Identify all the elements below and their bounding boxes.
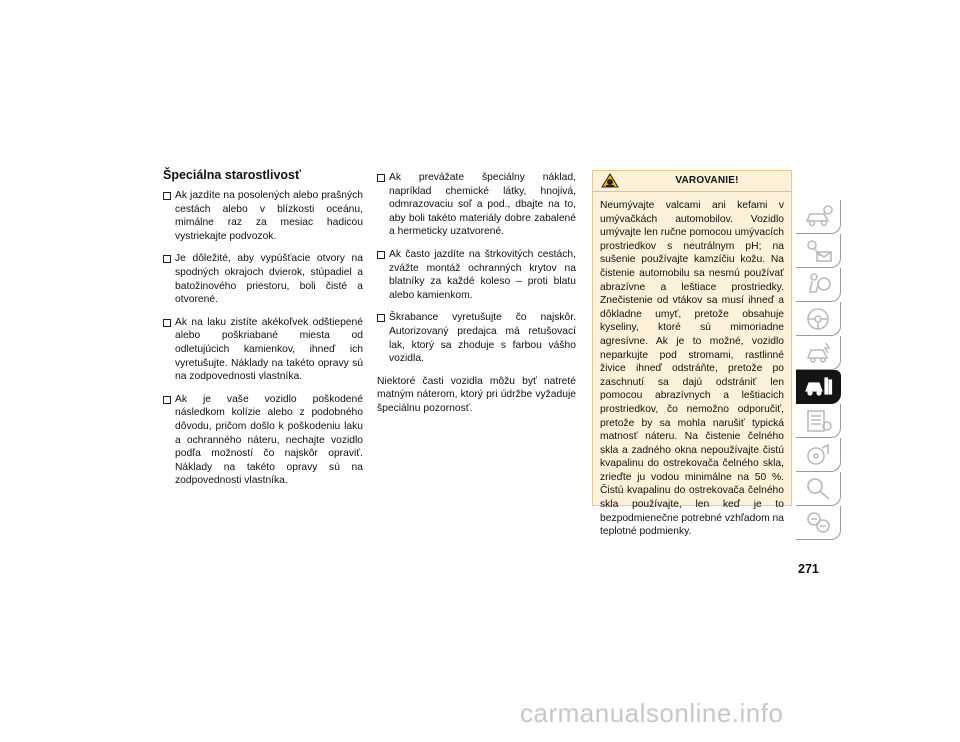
bullet-square-icon bbox=[163, 396, 171, 404]
bullet-item bbox=[163, 393, 363, 488]
bullet-text: Ak na laku zistíte akékoľvek odštiepené alebo poškriabané miesta od odletujúcich kamienkov, ihneď ich vyretušujte. Náklady na takéto opravy sú na zodpovednosti vlastníka. bbox=[175, 316, 363, 383]
tab-index[interactable] bbox=[796, 472, 841, 506]
language-icon bbox=[804, 510, 834, 536]
bullet-text: Ak je vaše vozidlo poškodené následkom kolízie alebo z podobného dôvodu, pričom došlo k poškodeniu laku a ochranného náteru, nechajte vozidlo podľa možností čo najskôr opraviť. Náklady na takéto opravy sú na zodpovednosti vlastníka. bbox=[175, 393, 363, 487]
tab-emergency[interactable] bbox=[796, 336, 841, 370]
tab-car-info[interactable] bbox=[796, 200, 841, 234]
warning-box bbox=[592, 170, 792, 538]
bullet-item bbox=[377, 311, 576, 365]
left-column bbox=[163, 189, 363, 497]
bullet-text: Je dôležité, aby vypúšťacie otvory na spodných okrajoch dvierok, stúpadiel a batožinového priestoru, boli čisté a otvorené. bbox=[175, 253, 363, 306]
bullet-text: Škrabance vyretušujte čo najskôr. Autorizovaný predajca má retušovací lak, ktorý sa zhoduje s farbou vášho vozidla. bbox=[389, 312, 576, 365]
bullet-item bbox=[163, 189, 363, 243]
page-number: 271 bbox=[798, 562, 819, 576]
tab-multimedia[interactable] bbox=[796, 438, 841, 472]
bullet-item bbox=[377, 248, 576, 302]
bullet-item bbox=[163, 316, 363, 384]
tab-steering[interactable] bbox=[796, 302, 841, 336]
warning-label: VAROVANIE! bbox=[675, 175, 739, 186]
tab-languages[interactable] bbox=[796, 506, 841, 540]
warning-text: Neumývajte valcami ani kefami v umývačkách automobilov. Vozidlo umývajte len ručne pomocou umývacích prostriedkov s neutrálnym pH; na sušenie používajte kamzíčiu kožu. Na čistenie automobilu sa nesmú používať abrazívne a leštiace prostriedky. Znečistenie od vtákov sa musí ihneď a dôkladne umyť, pretože obsahuje kyseliny, ktoré sú mimoriadne agresívne. Ak je to možné, vozidlo neparkujte pod stromami, rastlinné živice ihneď odstráňte, pretože po zaschnutí sa dajú odstrániť len pomocou abrazívnych a leštiacich prostriedkov, čo nemožno odporučiť, pretože by sa mohla narušiť typická matnosť náteru. Na čistenie čelného skla a zadného okna nepoužívajte čistú kvapalinu do ostrekovača čelného skla, zrieďte ju vodou minimálne na 50 %. Čistú kvapalinu do ostrekovača čelného skla používajte, len keď je to bezpodmienečne potrebné vzhľadom na teplotné podmienky. bbox=[600, 200, 784, 538]
bullet-item bbox=[163, 252, 363, 306]
car-crash-icon bbox=[804, 340, 834, 366]
watermark: carmanualsonline.info bbox=[520, 698, 784, 728]
section-title: Špeciálna starostlivosť bbox=[163, 168, 301, 182]
key-envelope-icon bbox=[804, 238, 834, 264]
bullet-item bbox=[377, 171, 576, 239]
steering-wheel-icon bbox=[804, 306, 834, 332]
car-info-icon bbox=[804, 204, 834, 230]
tab-servicing[interactable] bbox=[796, 370, 841, 404]
bullet-square-icon bbox=[163, 192, 171, 200]
bullet-square-icon bbox=[377, 174, 385, 182]
airbag-icon bbox=[804, 272, 834, 298]
bullet-text: Ak jazdíte na posolených alebo prašných cestách alebo v blízkosti oceánu, mimálne raz za mesiac hadicou vystriekajte podvozok. bbox=[175, 190, 363, 242]
middle-column bbox=[377, 171, 576, 416]
warning-triangle-icon bbox=[601, 173, 619, 188]
bullet-square-icon bbox=[163, 255, 171, 263]
multimedia-icon bbox=[804, 442, 834, 468]
warning-header bbox=[593, 171, 791, 192]
bullet-text: Ak prevážate špeciálny náklad, napríklad chemické látky, hnojivá, odmrazovaciu soľ a pod., dbajte na to, aby boli takéto materiály dobre zabalené a hermeticky uzatvorené. bbox=[389, 172, 576, 238]
magnifier-icon bbox=[804, 476, 834, 502]
car-tools-icon bbox=[804, 374, 834, 400]
matte-paint-note: Niektoré časti vozidla môžu byť natreté matným náterom, ktorý pri údržbe vyžaduje špeciálnu pozornosť. bbox=[377, 375, 576, 414]
tab-specifications[interactable] bbox=[796, 404, 841, 438]
chapter-tabs bbox=[796, 200, 841, 542]
tab-airbag[interactable] bbox=[796, 268, 841, 302]
bullet-square-icon bbox=[377, 314, 385, 322]
tab-keys[interactable] bbox=[796, 234, 841, 268]
bullet-square-icon bbox=[377, 251, 385, 259]
bullet-text: Ak často jazdíte na štrkovitých cestách, zvážte montáž ochranných krytov na blatníky za každé koleso – proti blatu alebo kamienkom. bbox=[389, 248, 576, 301]
spec-list-icon bbox=[804, 408, 834, 434]
bullet-square-icon bbox=[163, 319, 171, 327]
